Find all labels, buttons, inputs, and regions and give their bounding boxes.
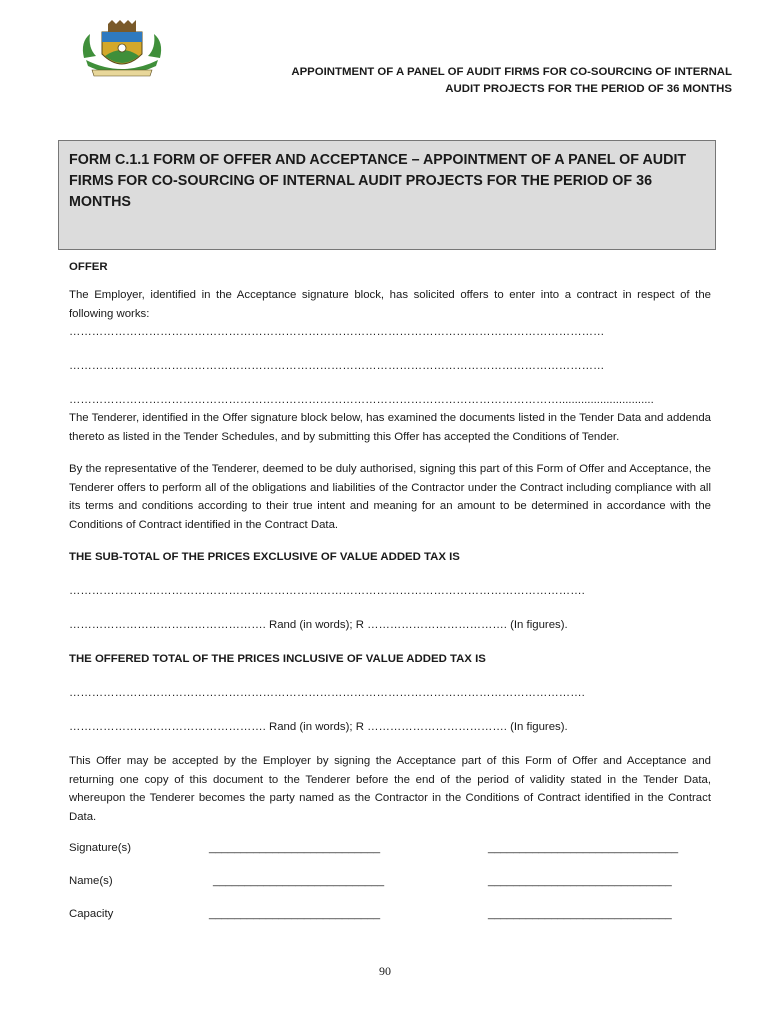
capacity-label: Capacity <box>69 908 114 920</box>
municipal-crest-logo <box>78 20 166 82</box>
works-line-3: ………………………………………………………………………………………………………………….............................. <box>69 394 654 406</box>
header-line-1: APPOINTMENT OF A PANEL OF AUDIT FIRMS FOR CO-SOURCING OF INTERNAL <box>291 66 732 78</box>
subtotal-dotted-line: ………………………………………………………………………………………………………………………. <box>69 585 585 597</box>
name-label: Name(s) <box>69 875 113 887</box>
subtotal-heading: THE SUB-TOTAL OF THE PRICES EXCLUSIVE OF VALUE ADDED TAX IS <box>69 551 460 563</box>
capacity-line-2: _____________________________ <box>488 908 672 920</box>
name-row <box>69 875 711 908</box>
offer-intro-paragraph: The Employer, identified in the Acceptance signature block, has solicited offers to enter into a contract in respect of the following works: <box>69 289 711 320</box>
works-line-1: …………………………………………………………………………………………………………………………… <box>69 326 605 338</box>
tenderer-offers-paragraph: By the representative of the Tenderer, deemed to be duly authorised, signing this part of this Form of Offer and Acceptance, the Tenderer offers to perform all of the obligations and liabilities of the Contractor under the Contract including compliance with all its terms and conditions according to their true intent and meaning for an amount to be determined in accordance with the Conditions of Contract identified in the Contract Data. <box>69 463 711 531</box>
offer-heading: OFFER <box>69 261 108 273</box>
document-header <box>172 64 732 98</box>
page-number: 90 <box>379 964 391 978</box>
subtotal-amount-line: ……………………………………………. Rand (in words); R ………………………………. (In figures). <box>69 619 568 631</box>
offer-section <box>69 258 711 941</box>
works-line-2: …………………………………………………………………………………………………………………………… <box>69 360 605 372</box>
form-title: FORM C.1.1 FORM OF OFFER AND ACCEPTANCE – APPOINTMENT OF A PANEL OF AUDIT FIRMS FOR CO-SOURCING OF INTERNAL AUDIT PROJECTS FOR THE PERIOD OF 36 MONTHS <box>69 152 687 210</box>
tenderer-examined-paragraph: The Tenderer, identified in the Offer signature block below, has examined the documents listed in the Tender Data and addenda thereto as listed in the Tender Schedules, and by submitting this Offer has accepted the Conditions of Tender. <box>69 412 711 443</box>
signature-row <box>69 842 711 875</box>
header-line-2: AUDIT PROJECTS FOR THE PERIOD OF 36 MONTHS <box>445 83 732 95</box>
total-heading: THE OFFERED TOTAL OF THE PRICES INCLUSIVE OF VALUE ADDED TAX IS <box>69 653 486 665</box>
name-line-2: _____________________________ <box>488 875 672 887</box>
total-dotted-line: ………………………………………………………………………………………………………………………. <box>69 687 585 699</box>
signature-line-2: ______________________________ <box>488 842 679 854</box>
form-title-box <box>58 140 716 250</box>
total-amount-line: ……………………………………………. Rand (in words); R ………………………………. (In figures). <box>69 721 568 733</box>
signature-block <box>69 842 711 941</box>
name-line-1: ___________________________ <box>213 875 385 887</box>
capacity-line-1: ___________________________ <box>209 908 381 920</box>
acceptance-note-paragraph: This Offer may be accepted by the Employer by signing the Acceptance part of this Form of Offer and Acceptance and returning one copy of this document to the Tenderer before the end of the period of validity stated in the Tender Data, whereupon the Tenderer becomes the party named as the Contractor in the Conditions of Contract identified in the Contract Data. <box>69 755 711 823</box>
capacity-row <box>69 908 711 941</box>
signature-line-1: ___________________________ <box>209 842 381 854</box>
signature-label: Signature(s) <box>69 842 132 854</box>
